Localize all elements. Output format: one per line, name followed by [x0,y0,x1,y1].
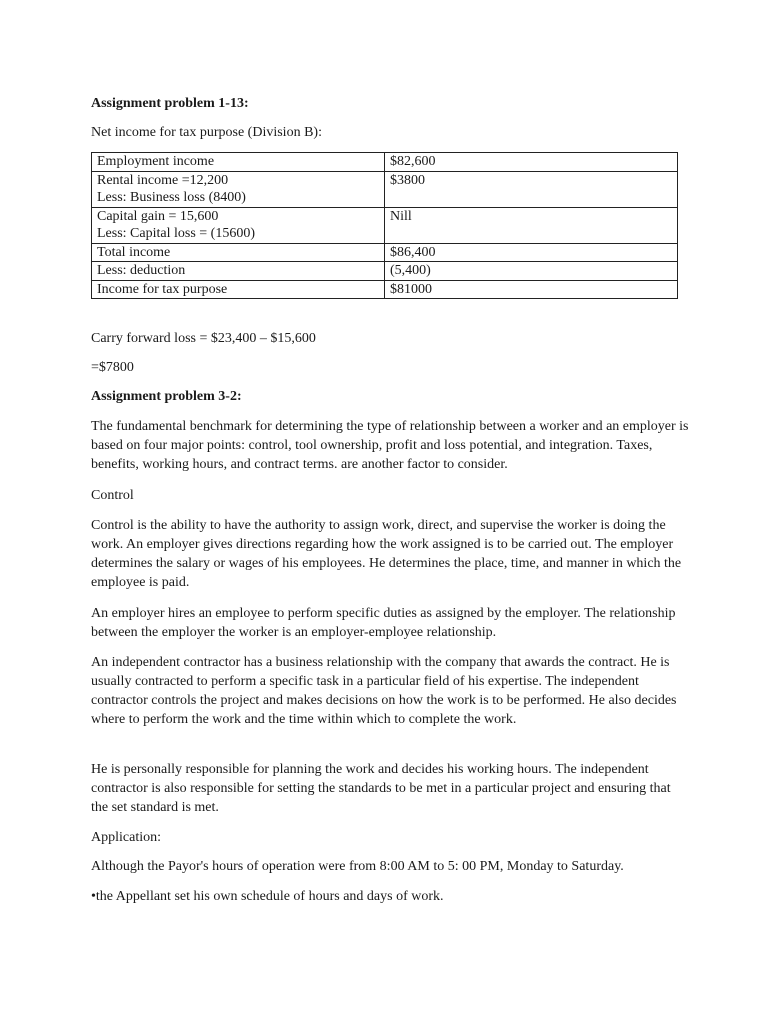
income-table [91,152,678,299]
row-label [92,207,385,243]
row-label-line: Employment income [97,154,215,169]
table-row [92,243,678,262]
table-row [92,207,678,243]
subheading-net-income: Net income for tax purpose (Division B): [91,125,322,140]
paragraph-contractor: An independent contractor has a business relationship with the company that awards the contract. He is usually contracted to perform a specific task in a particular field of his expertise. The independent contractor controls the project and makes decisions on how the work is to be performed. He also decides where to perform the work and the time within which to complete the work. [91,655,677,727]
row-label-line: Total income [97,244,171,260]
carry-forward-result: =$7800 [91,360,134,375]
control-heading: Control [91,488,134,503]
row-label [92,153,385,172]
row-label-line: Less: deduction [97,263,186,278]
paragraph-hours: Although the Payor's hours of operation were from 8:00 AM to 5: 00 PM, Monday to Saturday. [91,859,624,874]
application-heading: Application: [91,830,161,845]
paragraph-employer: An employer hires an employee to perform specific duties as assigned by the employer. The relationship between the employer the worker is an employer-employee relationship. [91,606,676,640]
row-value: Nill [385,207,678,243]
paragraph-benchmark: The fundamental benchmark for determining the type of relationship between a worker and an employer is based on four major points: control, tool ownership, profit and loss potential, and integration. Taxes, benefits, working hours, and contract terms. are another factor to consider. [91,419,689,472]
table-row [92,280,678,299]
row-label [92,280,385,299]
row-label-line: Rental income =12,200 [97,172,229,188]
carry-forward-loss: Carry forward loss = $23,400 – $15,600 [91,331,316,346]
row-value: $86,400 [385,243,678,262]
row-label-line: Less: Business loss (8400) [97,190,246,205]
bullet-schedule: •the Appellant set his own schedule of hours and days of work. [91,889,444,904]
paragraph-control: Control is the ability to have the authority to assign work, direct, and supervise the worker is doing the work. An employer gives directions regarding how the work assigned is to be carried out. The employer determines the salary or wages of his employees. He determines the place, time, and manner in which the employee is paid. [91,518,682,590]
table-row [92,171,678,207]
row-label [92,262,385,281]
table-row [92,262,678,281]
row-value: $82,600 [385,153,678,172]
table-row [92,153,678,172]
row-label [92,243,385,262]
heading-problem-1-13: Assignment problem 1-13: [91,96,249,111]
row-value: $81000 [385,280,678,299]
row-value: (5,400) [385,262,678,281]
row-label [92,171,385,207]
row-label-line: Less: Capital loss = (15600) [97,226,255,241]
row-label-line: Income for tax purpose [97,281,228,297]
row-value: $3800 [385,171,678,207]
heading-problem-3-2: Assignment problem 3-2: [91,389,242,404]
paragraph-responsible: He is personally responsible for planning the work and decides his working hours. The independent contractor is also responsible for setting the standards to be met in a particular project and ensuring that the set standard is met. [91,762,671,815]
row-label-line: Capital gain = 15,600 [97,208,219,224]
